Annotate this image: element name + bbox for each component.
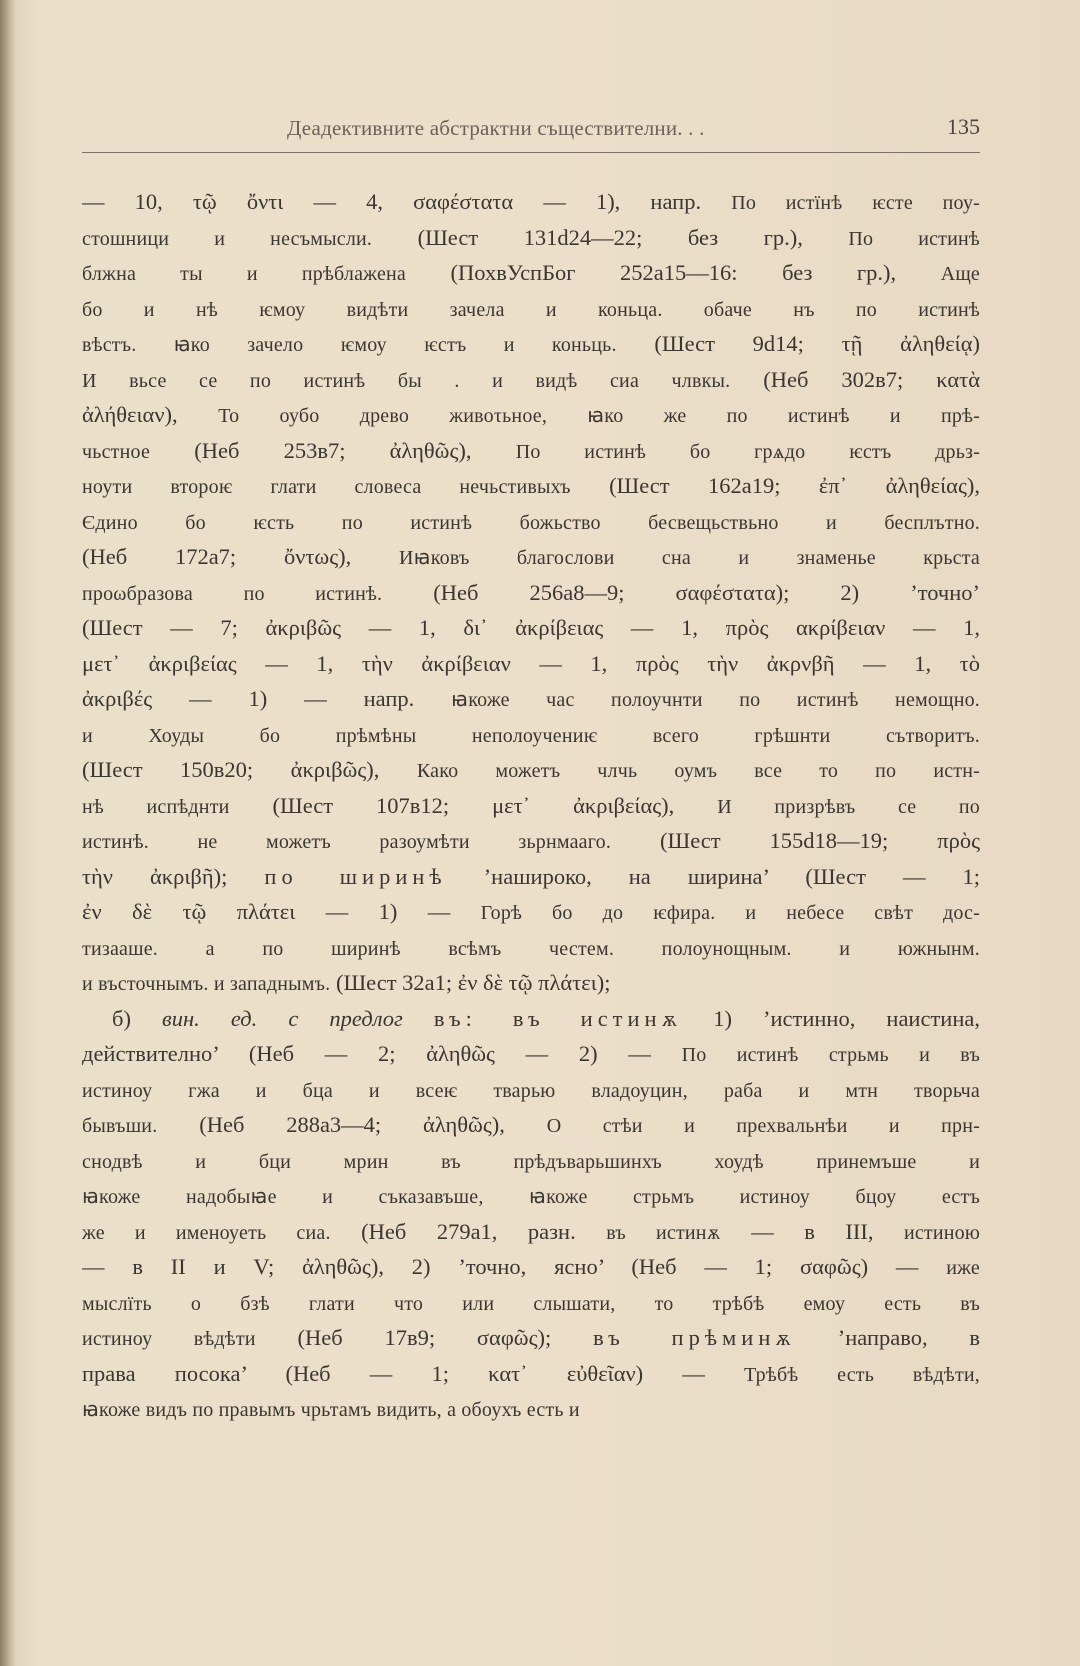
church-slavonic-quote: истиною xyxy=(903,1221,980,1244)
church-slavonic-quote: бо и нѣ ѥмоу видѣти зачела и коньца. обаче нъ по истинѣ xyxy=(82,298,980,321)
church-slavonic-quote: По истинѣ стрьмь и въ xyxy=(681,1044,980,1066)
church-slavonic-quote: Како можетъ члчь оумъ все то по истн- xyxy=(416,760,980,782)
text-line xyxy=(82,433,980,469)
page-binding-edge xyxy=(0,0,16,1666)
text-line xyxy=(82,1320,980,1356)
church-slavonic-quote: Горѣ бо до ѥфира. и небесе свѣт дос- xyxy=(480,902,980,924)
text-line xyxy=(82,291,980,327)
text-segment: права посока’ (Неб — 1; κατ᾽ εὐθεῖαν) — xyxy=(82,1360,745,1386)
church-slavonic-quote: проωбразова по истинѣ. xyxy=(82,582,383,605)
text-segment: (Неб 288а3—4; ἀληθῶς), xyxy=(157,1112,547,1137)
text-segment: (Шест 107в12; μετ᾽ ἀκριβείας), xyxy=(229,792,718,818)
text-line xyxy=(82,1001,980,1037)
church-slavonic-quote: снодвѣ и бци мрин въ прѣдъварьшинхъ хоудѣ принемъше и xyxy=(82,1150,980,1173)
text-line xyxy=(82,468,980,504)
text-segment: — в III, xyxy=(720,1218,904,1244)
text-line xyxy=(82,717,980,753)
church-slavonic-quote: О стѣи и прехвальнѣи и прн- xyxy=(546,1115,980,1137)
text-line xyxy=(82,1072,980,1108)
text-segment: (Неб 253в7; ἀληθῶς), xyxy=(150,437,516,463)
church-slavonic-quote: Аще xyxy=(940,263,980,285)
text-line xyxy=(82,220,980,256)
church-slavonic-quote: Трѣбѣ есть вѣдѣти, xyxy=(744,1363,980,1386)
church-slavonic-quote: мыслїть о бзѣ глати что или слышати, то трѣбѣ емоу есть въ xyxy=(82,1292,980,1315)
text-segment: (Неб 279а1, разн. xyxy=(330,1218,607,1244)
text-line xyxy=(82,504,980,540)
text-line xyxy=(82,1356,980,1392)
church-slavonic-quote: и Хоуды бо прѣмѣны неполоучениѥ всего грѣшнти сътворитъ. xyxy=(82,724,980,747)
spaced-headword: въ прѣминѫ xyxy=(593,1325,796,1350)
church-slavonic-quote: ноути второѥ глати словеса нечьстивыхъ xyxy=(82,476,571,498)
text-line xyxy=(82,1178,980,1214)
text-line xyxy=(82,965,980,1001)
text-segment: действително’ (Неб — 2; ἀληθῶς — 2) — xyxy=(82,1041,682,1066)
page-header xyxy=(82,112,980,153)
church-slavonic-quote: чьстное xyxy=(82,440,151,463)
text-line xyxy=(82,326,980,362)
text-segment: ἐν δὲ τῷ πλάτει — 1) — xyxy=(82,899,481,924)
text-segment: (Шест 150в20; ἀκριβῶς), xyxy=(82,757,417,782)
text-line xyxy=(82,752,980,788)
text-line xyxy=(82,788,980,824)
church-slavonic-quote: иже xyxy=(946,1257,980,1279)
text-segment: (Шест 131d24—22; без гр.), xyxy=(372,224,849,250)
spaced-headword: въ: въ истинѫ xyxy=(433,1005,683,1031)
church-slavonic-quote: Єдино бо ѥсть по истинѣ божьство бесвещьствьно и бесплътно. xyxy=(82,511,980,534)
church-slavonic-quote: По истинѣ бо грѧдо ѥстъ дрьз- xyxy=(515,440,980,463)
text-segment: (Шест 155d18—19; πρὸς xyxy=(611,828,980,853)
text-segment: (Неб 17в9; σαφῶς); xyxy=(255,1325,594,1350)
page-number: 135 xyxy=(947,114,980,139)
text-segment: (ПохвУспБог 252а15—16: без гр.), xyxy=(406,260,941,285)
text-line xyxy=(82,1391,980,1427)
text-line xyxy=(82,930,980,966)
spaced-headword: по ширинѣ xyxy=(264,863,447,889)
text-segment: ἀλήθειαν), xyxy=(82,402,219,427)
church-slavonic-quote: ꙗкоже видъ по правымъ чрьтамъ видить, а обоухъ есть и xyxy=(82,1399,580,1421)
text-line xyxy=(82,859,980,895)
church-slavonic-quote: И призрѣвъ се по xyxy=(717,795,980,818)
text-segment: μετ᾽ ἀκριβείας — 1, τὴν ἀκρίβειαν — 1, πρὸς τὴν ἀκρνβῆ — 1, τὸ xyxy=(82,650,980,676)
church-slavonic-quote: истиноу гжа и бца и всеѥ тварью владоуцин, раба и мтн творьча xyxy=(82,1079,980,1102)
church-slavonic-quote: въ истинѫ xyxy=(606,1221,721,1244)
text-line xyxy=(82,1214,980,1250)
text-segment: ’нашироко, на ширина’ (Шест — 1; xyxy=(446,863,980,889)
church-slavonic-quote: ꙗкоже час полоучнти по истинѣ немощно. xyxy=(451,689,980,711)
text-line xyxy=(82,539,980,575)
church-slavonic-quote: истинѣ. не можетъ разоумѣти зьрнмааго. xyxy=(82,831,612,853)
church-slavonic-quote: По истинѣ xyxy=(848,227,980,250)
text-segment: (Шест 32а1; ἐν δὲ τῷ πλάτει); xyxy=(330,970,611,995)
text-segment: τὴν ἀκριβῆ); xyxy=(82,863,265,889)
text-line xyxy=(82,575,980,611)
church-slavonic-quote: бывъши. xyxy=(82,1115,158,1137)
text-segment: б) xyxy=(112,1005,162,1031)
church-slavonic-quote: Иꙗковъ благослови сна и знаменье крьста xyxy=(399,547,980,569)
text-segment: — 10, τῷ ὄντι — 4, σαφέστατα — 1), напр. xyxy=(82,189,732,214)
church-slavonic-quote: ꙗкоже надобыꙗе и съказавъше, ꙗкоже стрьмъ истиноу бцоу естъ xyxy=(82,1186,980,1208)
running-head: Деадективните абстрактни съществителни. . . xyxy=(287,116,705,140)
church-slavonic-quote: и въсточнымъ. и западнымъ. xyxy=(82,973,331,995)
church-slavonic-quote: тизааше. а по ширинѣ всѣмъ честем. полоунощным. и южнынм. xyxy=(82,937,980,960)
church-slavonic-quote: нѣ испѣднти xyxy=(82,795,230,818)
text-line xyxy=(82,397,980,433)
text-line xyxy=(82,894,980,930)
church-slavonic-quote: блжна ты и прѣблажена xyxy=(82,263,406,285)
text-segment: 1) ’истинно, наистина, xyxy=(682,1005,980,1031)
text-line xyxy=(82,255,980,291)
church-slavonic-quote: То оубо древо живоτьное, ꙗко же по истинѣ и прѣ- xyxy=(218,405,980,427)
church-slavonic-quote: И вьсе се по истинѣ бы . и видѣ сиа члвкы. xyxy=(82,369,731,392)
text-segment: ’направо, в xyxy=(795,1325,980,1350)
church-slavonic-quote: же и именоуеть сиа. xyxy=(82,1221,331,1244)
text-line xyxy=(82,823,980,859)
text-line xyxy=(82,681,980,717)
text-line xyxy=(82,1036,980,1072)
text-segment: (Неб 256а8—9; σαφέστατα); 2) ’точно’ xyxy=(382,579,980,605)
text-line xyxy=(82,1143,980,1179)
church-slavonic-quote: стошници и несъмысли. xyxy=(82,227,373,250)
text-segment: (Шест 9d14; τῇ ἀληθείᾳ) xyxy=(616,331,980,356)
text-segment: (Неб 172а7; ὄντως), xyxy=(82,544,400,569)
text-line xyxy=(82,610,980,646)
text-line xyxy=(82,646,980,682)
church-slavonic-quote: вѣстъ. ꙗко зачело ѥмоу ѥстъ и коньць. xyxy=(82,334,617,356)
text-line xyxy=(82,184,980,220)
text-segment: ἀκριβές — 1) — напр. xyxy=(82,686,452,711)
text-line xyxy=(82,362,980,398)
text-segment: — в II и V; ἀληθῶς), 2) ’точно, ясно’ (Неб — 1; σαφῶς) — xyxy=(82,1254,947,1279)
body-text xyxy=(82,184,980,1427)
text-segment xyxy=(403,1006,434,1031)
italic-term: вин. ед. с предлог xyxy=(162,1005,403,1031)
text-segment: (Шест 162а19; ἐπ᾽ ἀληθείας), xyxy=(570,473,980,498)
text-segment: (Неб 302в7; κατὰ xyxy=(730,366,980,392)
church-slavonic-quote: По истїнѣ ѥсте поу- xyxy=(731,192,980,214)
text-line xyxy=(82,1249,980,1285)
text-segment: (Шест — 7; ἀκριβῶς — 1, δι᾽ ἀκρίβειας — 1, πρὸς ακρίβειαν — 1, xyxy=(82,615,980,640)
church-slavonic-quote: истиноу вѣдѣти xyxy=(82,1328,256,1350)
text-line xyxy=(82,1107,980,1143)
text-line xyxy=(82,1285,980,1321)
